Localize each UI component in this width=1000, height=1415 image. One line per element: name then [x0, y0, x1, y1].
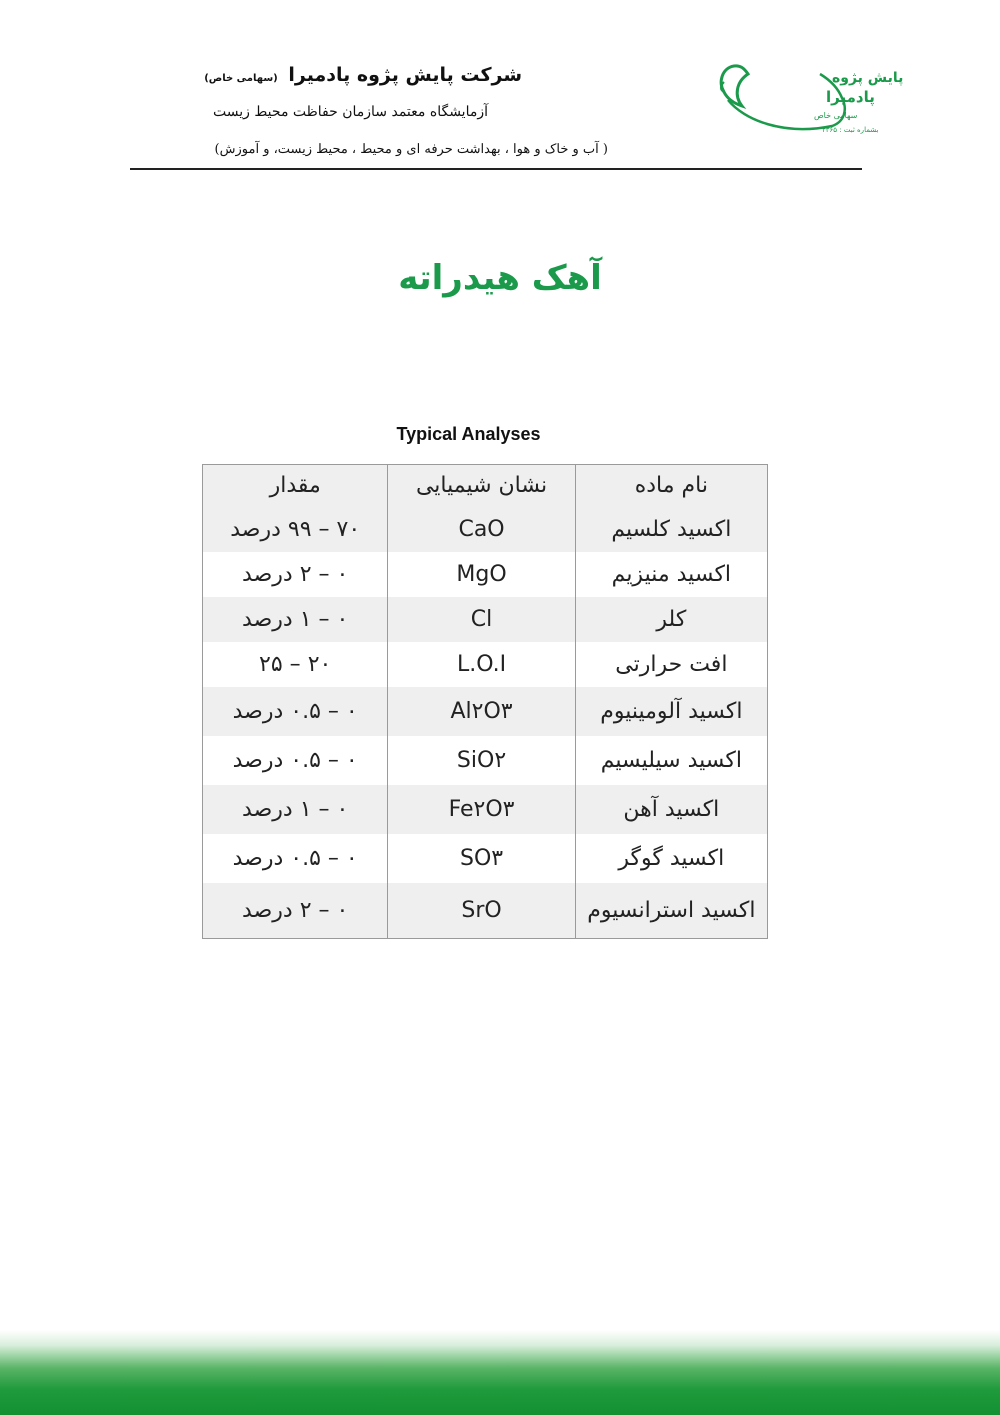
header-divider — [130, 168, 862, 170]
table-row — [203, 785, 768, 834]
cell-value: ۷۰ – ۹۹ درصد — [230, 516, 361, 542]
company-name-text: شرکت پایش پژوه پادمیرا — [288, 64, 522, 86]
analysis-table — [202, 464, 768, 939]
table-row — [203, 552, 768, 597]
cell-name: اکسید آهن — [575, 785, 767, 834]
header-formula: نشان شیمیایی — [388, 465, 575, 507]
table-row — [203, 642, 768, 687]
cell-formula: Al۲O۳ — [388, 687, 575, 736]
cell-formula: CaO — [388, 507, 575, 552]
cell-formula: Fe۲O۳ — [388, 785, 575, 834]
cell-value: ۰ – ۲ درصد — [242, 561, 349, 587]
logo-line1: پایش پژوه — [832, 70, 904, 86]
cell-name: افت حرارتی — [575, 642, 767, 687]
company-name — [204, 64, 522, 86]
cell-formula: MgO — [388, 552, 575, 597]
cell-value: ۰ – ۱ درصد — [242, 796, 349, 822]
header-name: نام ماده — [575, 465, 767, 507]
cell-formula: SrO — [388, 883, 575, 939]
company-logo — [714, 56, 904, 140]
table-header-row — [203, 465, 768, 507]
table-caption: Typical Analyses — [396, 424, 541, 444]
lab-accreditation-line: آزمایشگاه معتمد سازمان حفاظت محیط زیست — [213, 104, 488, 120]
cell-formula: SO۳ — [388, 834, 575, 883]
cell-formula: SiO۲ — [388, 736, 575, 785]
header-value: مقدار — [269, 473, 321, 499]
service-scope-line: ( آب و خاک و هوا ، بهداشت حرفه ای و محیط ، محیط زیست، و آموزش) — [214, 142, 608, 157]
logo-line3: سهامی خاص — [814, 111, 858, 120]
cell-name: اکسید استرانسیوم — [575, 883, 767, 939]
cell-value: ۰ – ۰.۵ درصد — [232, 845, 358, 871]
table-row — [203, 834, 768, 883]
logo-line4: بشماره ثبت : ۴۳۶۵ — [822, 126, 879, 134]
cell-name: اکسید سیلیسیم — [575, 736, 767, 785]
cell-value: ۲۰ – ۲۵ — [259, 651, 332, 677]
cell-name: کلر — [575, 597, 767, 642]
cell-value: ۰ – ۲ درصد — [242, 897, 349, 923]
table-row — [203, 736, 768, 785]
cell-name: اکسید کلسیم — [575, 507, 767, 552]
cell-name: اکسید گوگر — [575, 834, 767, 883]
footer-green-band — [0, 1330, 1000, 1415]
logo-line2: پادمیرا — [826, 88, 875, 106]
cell-value: ۰ – ۰.۵ درصد — [232, 698, 358, 724]
cell-value: ۰ – ۰.۵ درصد — [232, 747, 358, 773]
table-row — [203, 687, 768, 736]
table-row — [203, 597, 768, 642]
document-title: آهک هیدراته — [398, 258, 602, 298]
cell-formula: Cl — [388, 597, 575, 642]
cell-name: اکسید منیزیم — [575, 552, 767, 597]
cell-formula: L.O.I — [388, 642, 575, 687]
table-row — [203, 883, 768, 939]
cell-name: اکسید آلومینیوم — [575, 687, 767, 736]
company-type: (سهامی خاص) — [204, 73, 278, 84]
cell-value: ۰ – ۱ درصد — [242, 606, 349, 632]
table-row — [203, 507, 768, 552]
